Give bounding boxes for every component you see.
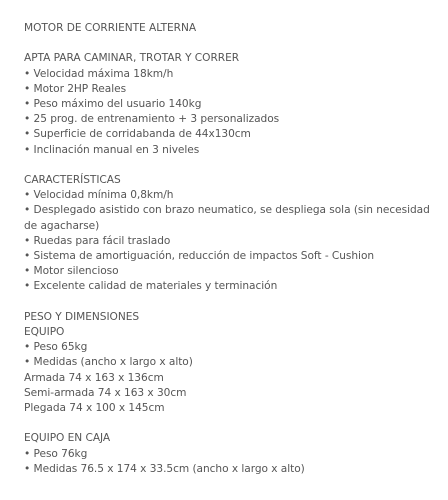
section-heading-dimensions: PESO Y DIMENSIONES bbox=[24, 310, 140, 323]
list-item: Plegada 74 x 100 x 145cm bbox=[24, 402, 165, 415]
spacer bbox=[24, 295, 444, 310]
list-item: • Sistema de amortiguación, reducción de impactos Soft - Cushion bbox=[24, 250, 375, 263]
list-item: • Ruedas para fácil traslado bbox=[24, 234, 171, 247]
list-item: • Motor silencioso bbox=[24, 265, 119, 278]
product-description bbox=[24, 21, 444, 477]
document-title: MOTOR DE CORRIENTE ALTERNA bbox=[24, 22, 197, 34]
list-item: • Desplegado asistido con brazo neumatico, se despliega sola (sin necesidad de agacharse) bbox=[24, 204, 430, 232]
spacer bbox=[24, 416, 444, 431]
list-item: • Motor 2HP Reales bbox=[24, 82, 127, 95]
list-item: • Inclinación manual en 3 niveles bbox=[24, 143, 200, 156]
spacer bbox=[24, 158, 444, 173]
section-heading-boxed: EQUIPO EN CAJA bbox=[24, 432, 111, 445]
list-item: Semi-armada 74 x 163 x 30cm bbox=[24, 386, 187, 399]
list-item: • Superficie de corridabanda de 44x130cm bbox=[24, 128, 251, 141]
list-item: • Excelente calidad de materiales y terminación bbox=[24, 280, 278, 293]
subheading-equipment: EQUIPO bbox=[24, 326, 65, 339]
list-item: • 25 prog. de entrenamiento + 3 personalizados bbox=[24, 113, 280, 126]
list-item: • Peso 65kg bbox=[24, 341, 88, 354]
list-item: Armada 74 x 163 x 136cm bbox=[24, 371, 164, 384]
section-heading-usage: APTA PARA CAMINAR, TROTAR Y CORRER bbox=[24, 52, 240, 65]
list-item: • Velocidad máxima 18km/h bbox=[24, 67, 174, 80]
list-item: • Medidas 76.5 x 174 x 33.5cm (ancho x largo x alto) bbox=[24, 462, 305, 475]
list-item: • Peso 76kg bbox=[24, 447, 88, 460]
list-item: • Velocidad mínima 0,8km/h bbox=[24, 189, 174, 202]
list-item: • Medidas (ancho x largo x alto) bbox=[24, 356, 193, 369]
spacer bbox=[24, 36, 444, 51]
section-heading-features: CARACTERÍSTICAS bbox=[24, 174, 121, 186]
list-item: • Peso máximo del usuario 140kg bbox=[24, 98, 202, 110]
